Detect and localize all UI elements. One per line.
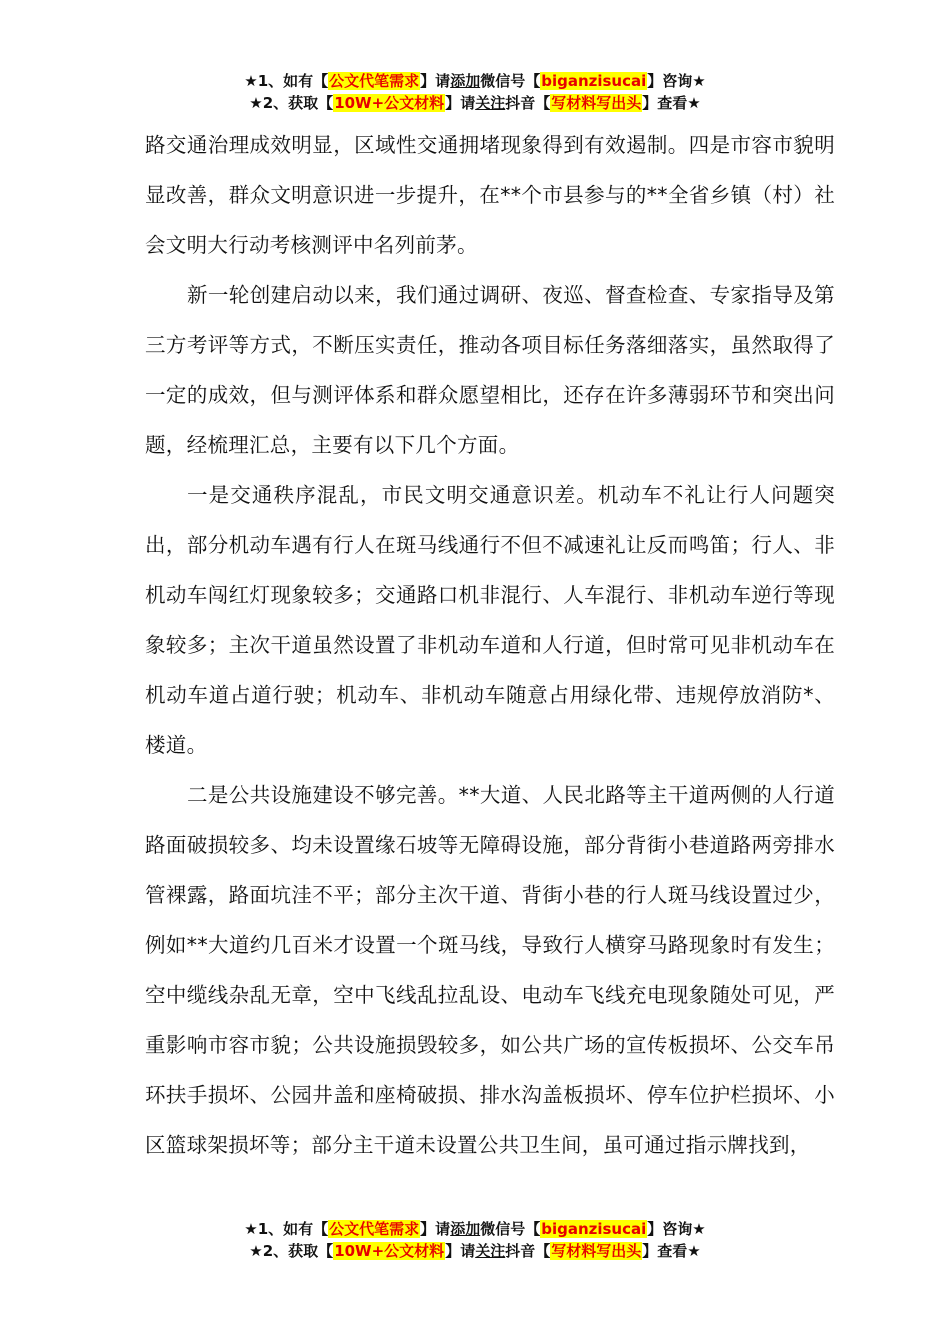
banner-text: 抖音【: [505, 1242, 551, 1260]
banner-underline-text: 添加: [450, 1220, 481, 1238]
paragraph-continued: 路交通治理成效明显，区域性交通拥堵现象得到有效遏制。四是市容市貌明显改善，群众文明意识进一步提升，在**个市县参与的**全省乡镇（村）社会文明大行动考核测评中名列前茅。: [145, 133, 835, 257]
document-body: [145, 120, 835, 1170]
banner-text: 微信号【: [480, 72, 541, 90]
banner-text: ★2、获取【: [249, 1242, 334, 1260]
banner-underline-text: 添加: [450, 72, 481, 90]
banner-text: 】咨询★: [647, 72, 706, 90]
banner-highlight: 写材料写出头: [551, 1242, 642, 1260]
banner-line-1: [0, 1218, 950, 1240]
banner-highlight: 10W+公文材料: [334, 94, 445, 112]
banner-text: ★2、获取【: [249, 94, 334, 112]
banner-line-2: [0, 92, 950, 114]
banner-text: 】咨询★: [647, 1220, 706, 1238]
banner-text: 抖音【: [505, 94, 551, 112]
paragraph: 新一轮创建启动以来，我们通过调研、夜巡、督查检查、专家指导及第三方考评等方式，不断压实责任，推动各项目标任务落细落实，虽然取得了一定的成效，但与测评体系和群众愿望相比，还存在许多薄弱环节和突出问题，经梳理汇总，主要有以下几个方面。: [145, 283, 835, 457]
banner-underline-text: 关注: [475, 1242, 506, 1260]
banner-text: 】查看★: [642, 94, 701, 112]
banner-line-2: [0, 1240, 950, 1262]
banner-text: 】请: [420, 1220, 451, 1238]
paragraph: 二是公共设施建设不够完善。**大道、人民北路等主干道两侧的人行道路面破损较多、均未设置缘石坡等无障碍设施，部分背街小巷道路两旁排水管裸露，路面坑洼不平；部分主次干道、背街小巷的行人斑马线设置过少，例如**大道约几百米才设置一个斑马线，导致行人横穿马路现象时有发生；空中缆线杂乱无章，空中飞线乱拉乱设、电动车飞线充电现象随处可见，严重影响市容市貌；公共设施损毁较多，如公共广场的宣传板损坏、公交车吊环扶手损坏、公园井盖和座椅破损、排水沟盖板损坏、停车位护栏损坏、小区篮球架损坏等；部分主干道未设置公共卫生间，虽可通过指示牌找到，: [145, 783, 835, 1157]
header-banner: [0, 70, 950, 114]
footer-banner: [0, 1218, 950, 1262]
banner-highlight: 10W+公文材料: [334, 1242, 445, 1260]
banner-text: 微信号【: [480, 1220, 541, 1238]
banner-text: 】查看★: [642, 1242, 701, 1260]
banner-highlight: 写材料写出头: [551, 94, 642, 112]
banner-line-1: [0, 70, 950, 92]
banner-text: 】请: [420, 72, 451, 90]
banner-underline-text: 关注: [475, 94, 506, 112]
banner-highlight: biganzisucai: [541, 72, 647, 90]
banner-highlight: 公文代笔需求: [329, 1220, 420, 1238]
banner-highlight: 公文代笔需求: [329, 72, 420, 90]
banner-text: ★1、如有【: [244, 72, 329, 90]
banner-text: 】请: [445, 94, 476, 112]
paragraph: 一是交通秩序混乱，市民文明交通意识差。机动车不礼让行人问题突出，部分机动车遇有行人在斑马线通行不但不减速礼让反而鸣笛；行人、非机动车闯红灯现象较多；交通路口机非混行、人车混行、非机动车逆行等现象较多；主次干道虽然设置了非机动车道和人行道，但时常可见非机动车在机动车道占道行驶；机动车、非机动车随意占用绿化带、违规停放消防*、楼道。: [145, 483, 835, 757]
banner-text: ★1、如有【: [244, 1220, 329, 1238]
banner-text: 】请: [445, 1242, 476, 1260]
banner-highlight: biganzisucai: [541, 1220, 647, 1238]
